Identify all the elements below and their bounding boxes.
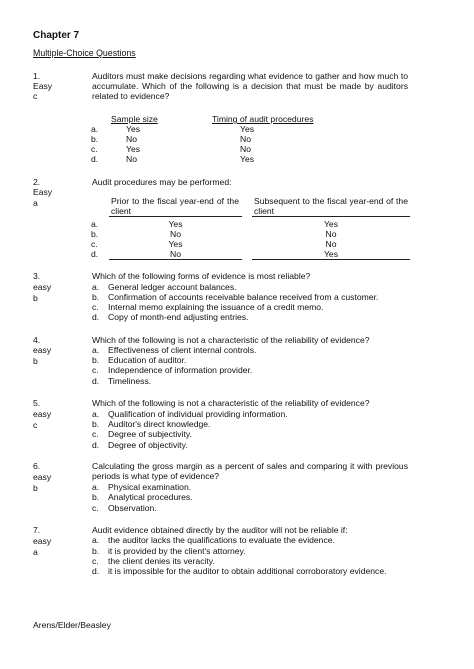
option-letter: b. <box>91 229 99 239</box>
column-header: Prior to the fiscal year-end of the client <box>111 196 239 216</box>
table-cell: Yes <box>323 249 339 259</box>
option-letter: d. <box>92 566 100 576</box>
difficulty: easy <box>33 536 52 546</box>
table-cell: No <box>325 239 337 249</box>
option-text: Physical examination. <box>108 482 192 492</box>
option-text: Confirmation of accounts receivable balance received from a customer. <box>108 292 379 302</box>
option-text: Degree of subjectivity. <box>108 429 192 439</box>
option-letter: c. <box>92 556 99 566</box>
option-letter: a. <box>92 282 100 292</box>
answer-key: c <box>33 420 38 430</box>
option-letter: d. <box>91 154 99 164</box>
difficulty: easy <box>33 409 52 419</box>
option-text: Education of auditor. <box>108 355 187 365</box>
answer-key: b <box>33 356 38 366</box>
table-cell: Yes <box>323 219 339 229</box>
option-text: Copy of month-end adjusting entries. <box>108 312 249 322</box>
option-letter: b. <box>92 419 100 429</box>
option-letter: a. <box>92 482 100 492</box>
option-letter: b. <box>92 355 100 365</box>
option-letter: a. <box>92 535 100 545</box>
question-stem: Which of the following forms of evidence is most reliable? <box>92 271 311 281</box>
table-cell: No <box>126 154 137 164</box>
option-letter: c. <box>92 429 99 439</box>
question-stem: Audit procedures may be performed: <box>92 177 232 187</box>
option-letter: d. <box>92 312 100 322</box>
difficulty: easy <box>33 472 52 482</box>
option-letter: c. <box>92 302 99 312</box>
table-cell: Yes <box>240 124 255 134</box>
option-text: Auditor's direct knowledge. <box>108 419 211 429</box>
answer-key: a <box>33 547 38 557</box>
answer-key: a <box>33 198 38 208</box>
option-text: General ledger account balances. <box>108 282 237 292</box>
column-header: Sample size <box>111 114 158 124</box>
table-cell: No <box>240 144 251 154</box>
option-text: Independence of information provider. <box>108 365 253 375</box>
answer-key: c <box>33 91 38 101</box>
option-text: it is provided by the client's attorney. <box>108 546 246 556</box>
difficulty: easy <box>33 345 52 355</box>
option-letter: c. <box>92 365 99 375</box>
question-number: 5. <box>33 398 41 408</box>
option-letter: d. <box>92 376 100 386</box>
option-letter: c. <box>91 144 98 154</box>
header-rule <box>252 216 410 217</box>
table-cell: Yes <box>168 219 183 229</box>
table-cell: Yes <box>168 239 183 249</box>
question-stem: Audit evidence obtained directly by the auditor will not be reliable if: <box>92 525 348 535</box>
table-rule <box>252 259 410 260</box>
option-text: Qualification of individual providing information. <box>108 409 288 419</box>
option-letter: a. <box>92 345 100 355</box>
question-number: 4. <box>33 335 41 345</box>
question-stem: Auditors must make decisions regarding what evidence to gather and how much to accumulate. Which of the following is a decision that must be made by auditors related to evidence? <box>92 71 408 101</box>
option-letter: a. <box>92 409 100 419</box>
option-text: Observation. <box>108 503 157 513</box>
column-header: Subsequent to the fiscal year-end of the client <box>254 196 408 216</box>
option-text: the auditor lacks the qualifications to evaluate the evidence. <box>108 535 335 545</box>
header-rule <box>109 216 242 217</box>
answer-key: b <box>33 483 38 493</box>
option-text: Timeliness. <box>108 376 152 386</box>
question-number: 7. <box>33 525 41 535</box>
difficulty: Easy <box>33 187 53 197</box>
question-number: 3. <box>33 271 41 281</box>
option-letter: d. <box>91 249 99 259</box>
option-letter: b. <box>92 492 100 502</box>
table-cell: Yes <box>126 144 141 154</box>
option-text: the client denies its veracity. <box>108 556 215 566</box>
table-cell: No <box>170 249 181 259</box>
table-cell: No <box>126 134 137 144</box>
option-text: Internal memo explaining the issuance of a credit memo. <box>108 302 324 312</box>
column-header: Timing of audit procedures <box>212 114 314 124</box>
option-letter: b. <box>91 134 99 144</box>
question-number: 2. <box>33 177 41 187</box>
question-stem: Which of the following is not a characteristic of the reliability of evidence? <box>92 335 370 345</box>
option-text: Analytical procedures. <box>108 492 193 502</box>
option-text: Effectiveness of client internal controls. <box>108 345 257 355</box>
table-cell: Yes <box>240 154 255 164</box>
difficulty: easy <box>33 282 52 292</box>
table-cell: No <box>170 229 181 239</box>
option-letter: a. <box>91 219 99 229</box>
question-stem: Which of the following is not a characteristic of the reliability of evidence? <box>92 398 370 408</box>
option-letter: b. <box>92 292 100 302</box>
section-heading: Multiple-Choice Questions <box>33 48 136 58</box>
option-letter: b. <box>92 546 100 556</box>
table-cell: Yes <box>126 124 141 134</box>
difficulty: Easy <box>33 81 53 91</box>
question-number: 1. <box>33 71 41 81</box>
table-cell: No <box>325 229 337 239</box>
chapter-title: Chapter 7 <box>33 30 80 41</box>
option-text: it is impossible for the auditor to obtain additional corroboratory evidence. <box>108 566 387 576</box>
answer-key: b <box>33 293 38 303</box>
table-rule <box>109 259 242 260</box>
question-stem: Calculating the gross margin as a percent of sales and comparing it with previous periods is what type of evidence? <box>92 461 408 481</box>
option-letter: c. <box>92 503 99 513</box>
footer-authors: Arens/Elder/Beasley <box>33 620 111 630</box>
option-letter: d. <box>92 440 100 450</box>
option-letter: a. <box>91 124 99 134</box>
option-text: Degree of objectivity. <box>108 440 188 450</box>
option-letter: c. <box>91 239 98 249</box>
question-number: 6. <box>33 461 41 471</box>
table-cell: No <box>240 134 251 144</box>
